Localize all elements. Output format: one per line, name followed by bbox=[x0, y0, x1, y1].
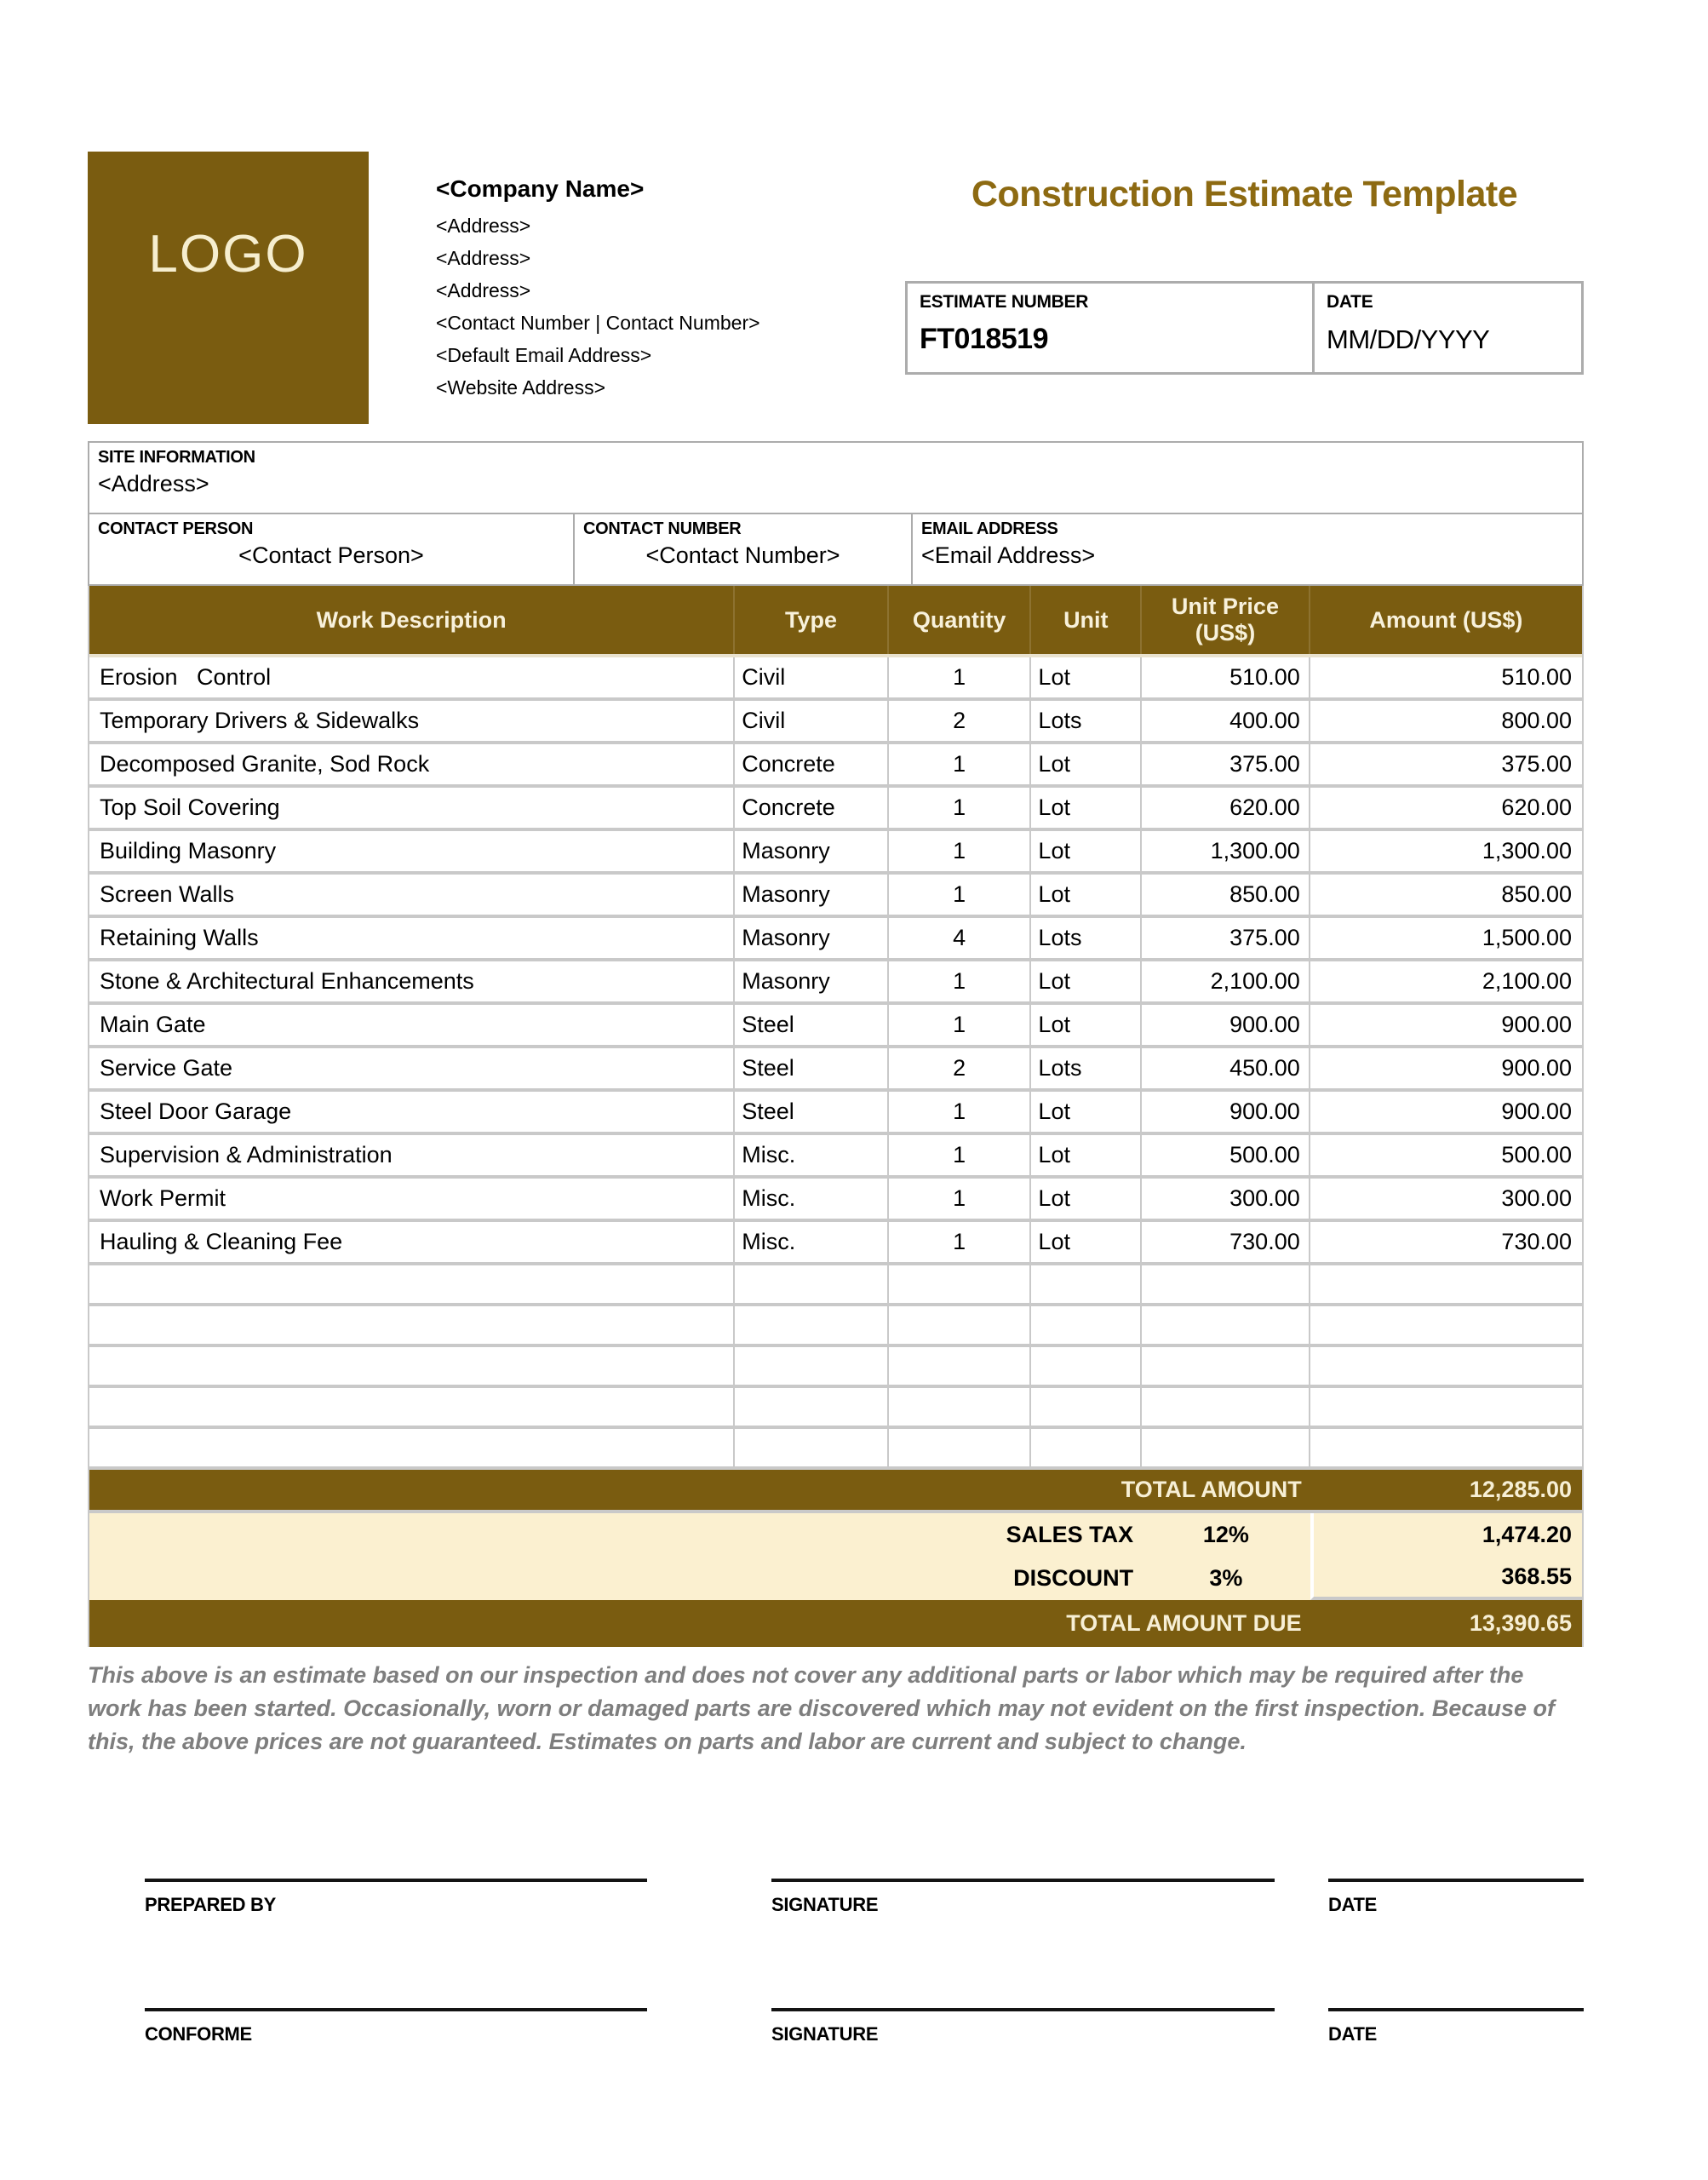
sales-tax-row bbox=[89, 1513, 1582, 1557]
cell-unit-price: 450.00 bbox=[1142, 1048, 1310, 1088]
cell-amount: 500.00 bbox=[1501, 1142, 1573, 1167]
company-address-line: <Address> bbox=[436, 215, 531, 237]
contact-person-label: CONTACT PERSON bbox=[98, 519, 254, 538]
estimate-number-label: ESTIMATE NUMBER bbox=[920, 292, 1089, 312]
empty-cell bbox=[1031, 1388, 1142, 1426]
estimate-reference-boxes bbox=[905, 281, 1584, 375]
cell-unit: Lots bbox=[1031, 1048, 1142, 1088]
cell-quantity: 1 bbox=[889, 1092, 1032, 1132]
cell-amount: 300.00 bbox=[1501, 1185, 1573, 1211]
date-field bbox=[1328, 2008, 1584, 2045]
conforme-label: CONFORME bbox=[145, 2023, 252, 2045]
table-row bbox=[89, 1048, 1582, 1092]
cell-amount: 900.00 bbox=[1501, 1099, 1573, 1124]
cell-description: Work Permit bbox=[89, 1179, 735, 1219]
signature-line bbox=[145, 1879, 647, 1882]
site-information-box bbox=[88, 441, 1584, 514]
signature-label: SIGNATURE bbox=[771, 1894, 879, 1915]
table-row bbox=[89, 1005, 1582, 1048]
table-header-row bbox=[89, 586, 1582, 657]
table-empty-row bbox=[89, 1429, 1582, 1470]
cell-unit-price: 900.00 bbox=[1142, 1092, 1310, 1132]
signature-line bbox=[145, 2008, 647, 2011]
cell-quantity: 1 bbox=[889, 657, 1032, 697]
empty-cell bbox=[89, 1388, 735, 1426]
header-work-description: Work Description bbox=[89, 586, 735, 654]
cell-unit-price: 375.00 bbox=[1142, 918, 1310, 958]
empty-cell bbox=[89, 1347, 735, 1385]
cell-description: Decomposed Granite, Sod Rock bbox=[89, 744, 735, 784]
header-unit-price: Unit Price (US$) bbox=[1142, 586, 1310, 654]
empty-cell bbox=[889, 1388, 1032, 1426]
date-box bbox=[1315, 284, 1581, 372]
sales-tax-rate: 12% bbox=[1202, 1522, 1249, 1547]
total-amount-label: TOTAL AMOUNT bbox=[1121, 1477, 1302, 1502]
cell-type: Misc. bbox=[735, 1135, 889, 1175]
estimate-number-value: FT018519 bbox=[920, 323, 1048, 355]
cell-description: Main Gate bbox=[89, 1005, 735, 1045]
header-type: Type bbox=[735, 586, 889, 654]
total-amount-row bbox=[89, 1470, 1582, 1513]
signature-field bbox=[771, 2008, 1275, 2045]
email-address-value: <Email Address> bbox=[921, 542, 1096, 568]
cell-quantity: 1 bbox=[889, 1135, 1032, 1175]
cell-type: Civil bbox=[735, 701, 889, 741]
cell-description: Top Soil Covering bbox=[89, 788, 735, 828]
cell-unit: Lot bbox=[1031, 875, 1142, 915]
cell-description: Stone & Architectural Enhancements bbox=[89, 961, 735, 1001]
company-address-line: <Address> bbox=[436, 247, 531, 269]
cell-unit: Lot bbox=[1031, 1092, 1142, 1132]
cell-unit-price: 620.00 bbox=[1142, 788, 1310, 828]
cell-unit: Lot bbox=[1031, 1179, 1142, 1219]
cell-unit-price: 375.00 bbox=[1142, 744, 1310, 784]
cell-amount: 850.00 bbox=[1501, 881, 1573, 907]
empty-cell bbox=[1142, 1347, 1310, 1385]
cell-unit: Lot bbox=[1031, 1005, 1142, 1045]
empty-cell bbox=[735, 1429, 889, 1466]
table-empty-row bbox=[89, 1388, 1582, 1429]
table-row bbox=[89, 875, 1582, 918]
cell-type: Steel bbox=[735, 1005, 889, 1045]
logo-placeholder-text: LOGO bbox=[148, 224, 308, 284]
total-amount-due-row bbox=[89, 1600, 1582, 1647]
date-field bbox=[1328, 1879, 1584, 1916]
cell-type: Masonry bbox=[735, 961, 889, 1001]
cell-amount: 620.00 bbox=[1501, 795, 1573, 820]
cell-quantity: 1 bbox=[889, 1005, 1032, 1045]
empty-cell bbox=[1310, 1347, 1582, 1385]
cell-amount: 1,500.00 bbox=[1482, 925, 1573, 950]
cell-type: Misc. bbox=[735, 1222, 889, 1262]
company-website-line: <Website Address> bbox=[436, 376, 606, 399]
estimate-disclaimer-text: This above is an estimate based on our inspection and does not cover any additional parts or labor which may be required after the work has been started. Occasionally, worn or damaged parts are discovered which may not evident on the first inspection. Because of this, the above prices are not guaranteed. Estimates on parts and labor are current and subject to change. bbox=[88, 1662, 1555, 1754]
email-address-label: EMAIL ADDRESS bbox=[921, 519, 1058, 538]
contact-number-label: CONTACT NUMBER bbox=[583, 519, 742, 538]
cell-amount: 1,300.00 bbox=[1482, 838, 1573, 863]
cell-type: Concrete bbox=[735, 744, 889, 784]
table-row bbox=[89, 1222, 1582, 1265]
cell-quantity: 1 bbox=[889, 744, 1032, 784]
empty-cell bbox=[1142, 1429, 1310, 1466]
table-row bbox=[89, 788, 1582, 831]
empty-cell bbox=[89, 1429, 735, 1466]
cell-unit-price: 900.00 bbox=[1142, 1005, 1310, 1045]
empty-cell bbox=[89, 1306, 735, 1344]
empty-cell bbox=[889, 1306, 1032, 1344]
cell-unit-price: 730.00 bbox=[1142, 1222, 1310, 1262]
empty-cell bbox=[1031, 1429, 1142, 1466]
cell-type: Masonry bbox=[735, 918, 889, 958]
cell-unit: Lot bbox=[1031, 657, 1142, 697]
cell-description: Temporary Drivers & Sidewalks bbox=[89, 701, 735, 741]
empty-cell bbox=[1142, 1388, 1310, 1426]
contact-person-box bbox=[88, 514, 575, 586]
discount-label: DISCOUNT bbox=[1013, 1565, 1134, 1591]
conforme-field bbox=[145, 2008, 647, 2045]
cell-unit-price: 850.00 bbox=[1142, 875, 1310, 915]
table-row bbox=[89, 1092, 1582, 1135]
cell-amount: 800.00 bbox=[1501, 708, 1573, 733]
cell-type: Masonry bbox=[735, 831, 889, 871]
cell-quantity: 1 bbox=[889, 875, 1032, 915]
company-name: <Company Name> bbox=[436, 175, 645, 202]
site-contact-row bbox=[88, 514, 1584, 586]
cell-type: Misc. bbox=[735, 1179, 889, 1219]
signature-line bbox=[1328, 2008, 1584, 2011]
cell-description: Hauling & Cleaning Fee bbox=[89, 1222, 735, 1262]
date-label: DATE bbox=[1327, 292, 1373, 312]
table-empty-row bbox=[89, 1265, 1582, 1306]
cell-type: Steel bbox=[735, 1092, 889, 1132]
cell-type: Concrete bbox=[735, 788, 889, 828]
cell-quantity: 1 bbox=[889, 1222, 1032, 1262]
empty-cell bbox=[735, 1306, 889, 1344]
total-amount-value: 12,285.00 bbox=[1469, 1477, 1572, 1502]
contact-number-value: <Contact Number> bbox=[645, 542, 840, 568]
discount-rate: 3% bbox=[1209, 1565, 1243, 1591]
prepared-by-field bbox=[145, 1879, 647, 1916]
empty-cell bbox=[735, 1388, 889, 1426]
empty-cell bbox=[1142, 1306, 1310, 1344]
cell-amount: 510.00 bbox=[1501, 664, 1573, 690]
table-row bbox=[89, 744, 1582, 788]
cell-unit: Lot bbox=[1031, 961, 1142, 1001]
table-empty-row bbox=[89, 1347, 1582, 1388]
empty-cell bbox=[1310, 1306, 1582, 1344]
signature-line bbox=[1328, 1879, 1584, 1882]
cell-unit-price: 400.00 bbox=[1142, 701, 1310, 741]
empty-cell bbox=[1310, 1429, 1582, 1466]
empty-cell bbox=[1310, 1388, 1582, 1426]
sales-tax-amount: 1,474.20 bbox=[1310, 1513, 1582, 1557]
date-label: DATE bbox=[1328, 2023, 1378, 2045]
contact-number-box bbox=[575, 514, 913, 586]
contact-person-value: <Contact Person> bbox=[238, 542, 424, 568]
table-row bbox=[89, 1179, 1582, 1222]
cell-amount: 730.00 bbox=[1501, 1229, 1573, 1254]
estimate-number-box bbox=[908, 284, 1315, 372]
cell-unit-price: 510.00 bbox=[1142, 657, 1310, 697]
cell-amount: 900.00 bbox=[1501, 1012, 1573, 1037]
empty-cell bbox=[889, 1429, 1032, 1466]
signature-line bbox=[771, 1879, 1275, 1882]
header-amount: Amount (US$) bbox=[1369, 606, 1523, 633]
table-row bbox=[89, 918, 1582, 961]
email-address-box bbox=[913, 514, 1584, 586]
cell-unit-price: 1,300.00 bbox=[1142, 831, 1310, 871]
cell-quantity: 2 bbox=[889, 701, 1032, 741]
signature-field bbox=[771, 1879, 1275, 1916]
cell-description: Erosion Control bbox=[89, 657, 735, 697]
cell-amount: 900.00 bbox=[1501, 1055, 1573, 1081]
empty-cell bbox=[89, 1265, 735, 1303]
empty-cell bbox=[735, 1265, 889, 1303]
company-email-line: <Default Email Address> bbox=[436, 344, 652, 366]
empty-cell bbox=[1310, 1265, 1582, 1303]
signature-row-1 bbox=[88, 1879, 1584, 1938]
table-row bbox=[89, 831, 1582, 875]
cell-unit: Lot bbox=[1031, 744, 1142, 784]
discount-row bbox=[89, 1557, 1582, 1600]
header-quantity: Quantity bbox=[889, 586, 1032, 654]
table-row bbox=[89, 1135, 1582, 1179]
cell-unit: Lot bbox=[1031, 1135, 1142, 1175]
signature-label: SIGNATURE bbox=[771, 2023, 879, 2045]
cell-description: Supervision & Administration bbox=[89, 1135, 735, 1175]
cell-unit: Lot bbox=[1031, 831, 1142, 871]
estimate-table-body bbox=[89, 657, 1582, 1470]
table-row bbox=[89, 701, 1582, 744]
cell-unit-price: 500.00 bbox=[1142, 1135, 1310, 1175]
cell-unit: Lots bbox=[1031, 701, 1142, 741]
prepared-by-label: PREPARED BY bbox=[145, 1894, 276, 1915]
empty-cell bbox=[735, 1347, 889, 1385]
cell-amount: 375.00 bbox=[1501, 751, 1573, 777]
cell-type: Steel bbox=[735, 1048, 889, 1088]
page-title: Construction Estimate Template bbox=[971, 174, 1518, 215]
cell-quantity: 2 bbox=[889, 1048, 1032, 1088]
company-logo bbox=[88, 152, 369, 424]
table-row bbox=[89, 657, 1582, 701]
discount-amount: 368.55 bbox=[1310, 1557, 1582, 1600]
cell-quantity: 1 bbox=[889, 1179, 1032, 1219]
cell-type: Masonry bbox=[735, 875, 889, 915]
signature-row-2 bbox=[88, 2008, 1584, 2068]
date-label: DATE bbox=[1328, 1894, 1378, 1915]
cell-description: Steel Door Garage bbox=[89, 1092, 735, 1132]
signature-line bbox=[771, 2008, 1275, 2011]
cell-quantity: 4 bbox=[889, 918, 1032, 958]
empty-cell bbox=[1142, 1265, 1310, 1303]
company-contact-line: <Contact Number | Contact Number> bbox=[436, 312, 760, 334]
cell-description: Screen Walls bbox=[89, 875, 735, 915]
cell-description: Retaining Walls bbox=[89, 918, 735, 958]
company-info-block bbox=[436, 175, 760, 404]
cell-quantity: 1 bbox=[889, 788, 1032, 828]
cell-type: Civil bbox=[735, 657, 889, 697]
cell-unit-price: 300.00 bbox=[1142, 1179, 1310, 1219]
empty-cell bbox=[1031, 1306, 1142, 1344]
table-empty-row bbox=[89, 1306, 1582, 1347]
total-amount-due-label: TOTAL AMOUNT DUE bbox=[1066, 1610, 1302, 1636]
empty-cell bbox=[1031, 1265, 1142, 1303]
cell-unit-price: 2,100.00 bbox=[1142, 961, 1310, 1001]
sales-tax-label: SALES TAX bbox=[1006, 1522, 1134, 1547]
cell-unit: Lot bbox=[1031, 788, 1142, 828]
cell-description: Building Masonry bbox=[89, 831, 735, 871]
header-unit: Unit bbox=[1031, 586, 1142, 654]
cell-quantity: 1 bbox=[889, 831, 1032, 871]
empty-cell bbox=[889, 1347, 1032, 1385]
cell-unit: Lots bbox=[1031, 918, 1142, 958]
site-information-label: SITE INFORMATION bbox=[98, 448, 255, 467]
empty-cell bbox=[889, 1265, 1032, 1303]
cell-unit: Lot bbox=[1031, 1222, 1142, 1262]
cell-description: Service Gate bbox=[89, 1048, 735, 1088]
date-value: MM/DD/YYYY bbox=[1327, 324, 1490, 354]
cell-amount: 2,100.00 bbox=[1482, 968, 1573, 994]
total-amount-due-value: 13,390.65 bbox=[1469, 1610, 1572, 1636]
table-row bbox=[89, 961, 1582, 1005]
site-address-value: <Address> bbox=[98, 471, 209, 496]
company-address-line: <Address> bbox=[436, 279, 531, 301]
cell-quantity: 1 bbox=[889, 961, 1032, 1001]
empty-cell bbox=[1031, 1347, 1142, 1385]
estimate-table bbox=[88, 586, 1584, 1647]
